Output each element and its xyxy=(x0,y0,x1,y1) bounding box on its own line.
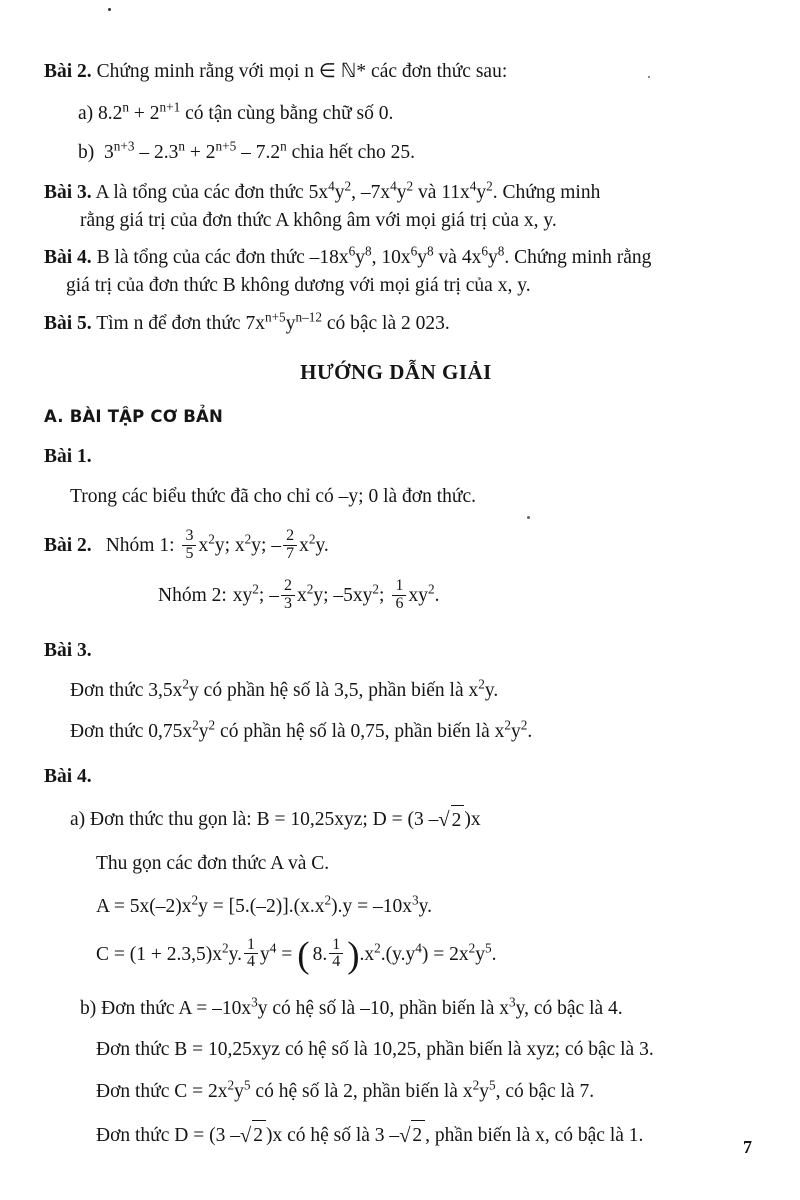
solution-bai-4-a1-post: )x xyxy=(464,809,481,831)
exercise-bai-4-line2: giá trị của đơn thức B không dương với mọi giá trị của x, y. xyxy=(66,275,531,297)
paren-close: ) xyxy=(347,934,360,976)
solution-bai-2-group1-mid: $x^2y$; $x^2y$; – xyxy=(198,531,282,556)
d-line-p3: , phần biến là x, có bậc là 1. xyxy=(425,1124,644,1146)
solution-bai-1-line1: Trong các biểu thức đã cho chỉ có –y; 0 là đơn thức. xyxy=(70,485,477,507)
exercise-bai-2-label: Bài 2. xyxy=(44,61,92,82)
section-heading-a: A. BÀI TẬP CƠ BẢN xyxy=(44,406,224,426)
solution-bai-4-line-d xyxy=(96,1120,748,1151)
ink-speck xyxy=(108,8,111,11)
sqrt-radicand-3: 2 xyxy=(411,1120,425,1150)
solution-bai-2-group1-prefix: Nhóm 1: xyxy=(105,534,175,556)
solution-bai-3-label: Bài 3. xyxy=(44,639,92,661)
solution-bai-2-group2-t0: $xy^2$; – xyxy=(232,581,279,607)
exercise-bai-3-line1: Bài 3. A là tổng của các đơn thức $5x^4y^2$, $-7x^4y^2$ và $11x^4y^2$. Chứng minh xyxy=(44,178,601,204)
solution-bai-1-label: Bài 1. xyxy=(44,445,92,467)
d-line-p2: )x có hệ số là 3 – xyxy=(265,1124,400,1146)
solution-bai-4-a1-pre: a) Đơn thức thu gọn là: B = 10,25xyz; D = (3 – xyxy=(70,809,439,831)
exercise-bai-2-stem xyxy=(44,58,748,86)
solution-bai-4-line-a3: $A = 5x(-2)x^2y = [5.(-2)].(x.x^2).y = -10x^3y$. xyxy=(96,892,432,918)
c-line-p4: $.x^2.(y.y^4) = 2x^2y^5$. xyxy=(359,940,497,966)
solution-bai-4-line-b2: Đơn thức B = 10,25xyz có hệ số là 10,25, phần biến là xyz; có bậc là 3. xyxy=(96,1039,654,1061)
fraction-1-4-b: $\frac{1}{4}$ xyxy=(329,937,343,972)
sqrt-symbol-3: √ xyxy=(399,1124,411,1147)
solution-bai-2 xyxy=(44,526,748,614)
exercise-bai-5-line1: Bài 5. Tìm n để đơn thức $7x^{n+5}y^{n-12}$ có bậc là 2 023. xyxy=(44,309,450,334)
solution-bai-4-line-a1 xyxy=(70,804,748,835)
paren-open: ( xyxy=(297,934,310,976)
ink-speck-mid xyxy=(527,516,530,519)
exercise-bai-3 xyxy=(44,179,748,234)
exercise-bai-3-label: Bài 3. xyxy=(44,182,92,204)
d-line-p1: Đơn thức D = (3 – xyxy=(96,1124,240,1146)
solution-bai-2-group2 xyxy=(158,579,748,614)
solution-bai-2-group2-end: $xy^2$. xyxy=(408,581,440,607)
sqrt-symbol: √ xyxy=(438,809,450,832)
solution-bai-4-line-a2: Thu gọn các đơn thức A và C. xyxy=(96,853,330,875)
solution-bai-2-group1-end: $x^2y$. xyxy=(299,531,329,556)
fraction-3-5: $\frac{3}{5}$ xyxy=(182,528,196,563)
exercise-bai-5 xyxy=(44,310,748,338)
c-line-p1: $C = (1 + 2.3,5)x^2y$. xyxy=(96,940,242,966)
c-line-p3: 8. xyxy=(312,944,328,966)
solution-bai-2-group2-prefix: Nhóm 2: xyxy=(158,585,227,607)
exercise-bai-2-item-a: a) $8.2^n + 2^{n+1}$ có tận cùng bằng chữ số 0. xyxy=(78,99,394,124)
sqrt-symbol-2: √ xyxy=(239,1124,252,1147)
solution-bai-2-group1 xyxy=(44,526,748,564)
solution-bai-2-label: Bài 2. xyxy=(44,534,92,556)
page-number: 7 xyxy=(743,1137,752,1157)
solution-bai-4-label: Bài 4. xyxy=(44,766,92,788)
solution-bai-2-group2-mid: $x^2y$; $-5xy^2$; xyxy=(296,581,385,607)
fraction-1-4-a: $\frac{1}{4}$ xyxy=(244,937,258,972)
solution-bai-3-line2: Đơn thức $0,75x^2y^2$ có phần hệ số là 0,75, phần biến là $x^2y^2$. xyxy=(70,717,533,743)
exercise-bai-4-line1: Bài 4. B là tổng của các đơn thức $-18x^6y^8$, $10x^6y^8$ và $4x^6y^8$. Chứng minh rằng xyxy=(44,243,652,269)
exercise-bai-2-item-b: b) $3^{n+3} - 2.3^n + 2^{n+5} - 7.2^n$ chia hết cho 25. xyxy=(78,138,416,164)
fraction-2-7: $\frac{2}{7}$ xyxy=(283,528,297,563)
solution-bai-3-line1: Đơn thức $3,5x^2y$ có phần hệ số là 3,5, phần biến là $x^2y$. xyxy=(70,676,499,701)
fraction-2-3: $\frac{2}{3}$ xyxy=(281,578,295,613)
page-title: HƯỚNG DẪN GIẢI xyxy=(300,359,492,384)
c-line-p2: $y^4$ = xyxy=(259,940,293,966)
solution-bai-4-line-b3: Đơn thức $C = 2x^2y^5$ có hệ số là 2, phần biến là $x^2y^5$, có bậc là 7. xyxy=(96,1077,595,1102)
ink-speck-right xyxy=(648,76,650,78)
exercise-bai-3-line2: rằng giá trị của đơn thức A không âm với mọi giá trị của x, y. xyxy=(80,209,557,231)
sqrt-radicand-2: 2 xyxy=(252,1120,266,1150)
exercise-bai-4 xyxy=(44,244,748,299)
exercise-bai-2 xyxy=(44,58,748,167)
exercise-bai-4-label: Bài 4. xyxy=(44,247,92,269)
exercise-bai-2-text: Chứng minh rằng với mọi n ∈ ℕ* các đơn thức sau: xyxy=(96,61,508,82)
fraction-1-6: $\frac{1}{6}$ xyxy=(392,578,406,613)
sqrt-radicand: 2 xyxy=(451,805,465,835)
solution-bai-4-line-c xyxy=(96,934,748,976)
exercise-bai-5-label: Bài 5. xyxy=(44,312,92,334)
solution-bai-4-line-b1: b) Đơn thức $A = -10x^3y$ có hệ số là –10, phần biến là $x^3y$, có bậc là 4. xyxy=(80,994,623,1020)
